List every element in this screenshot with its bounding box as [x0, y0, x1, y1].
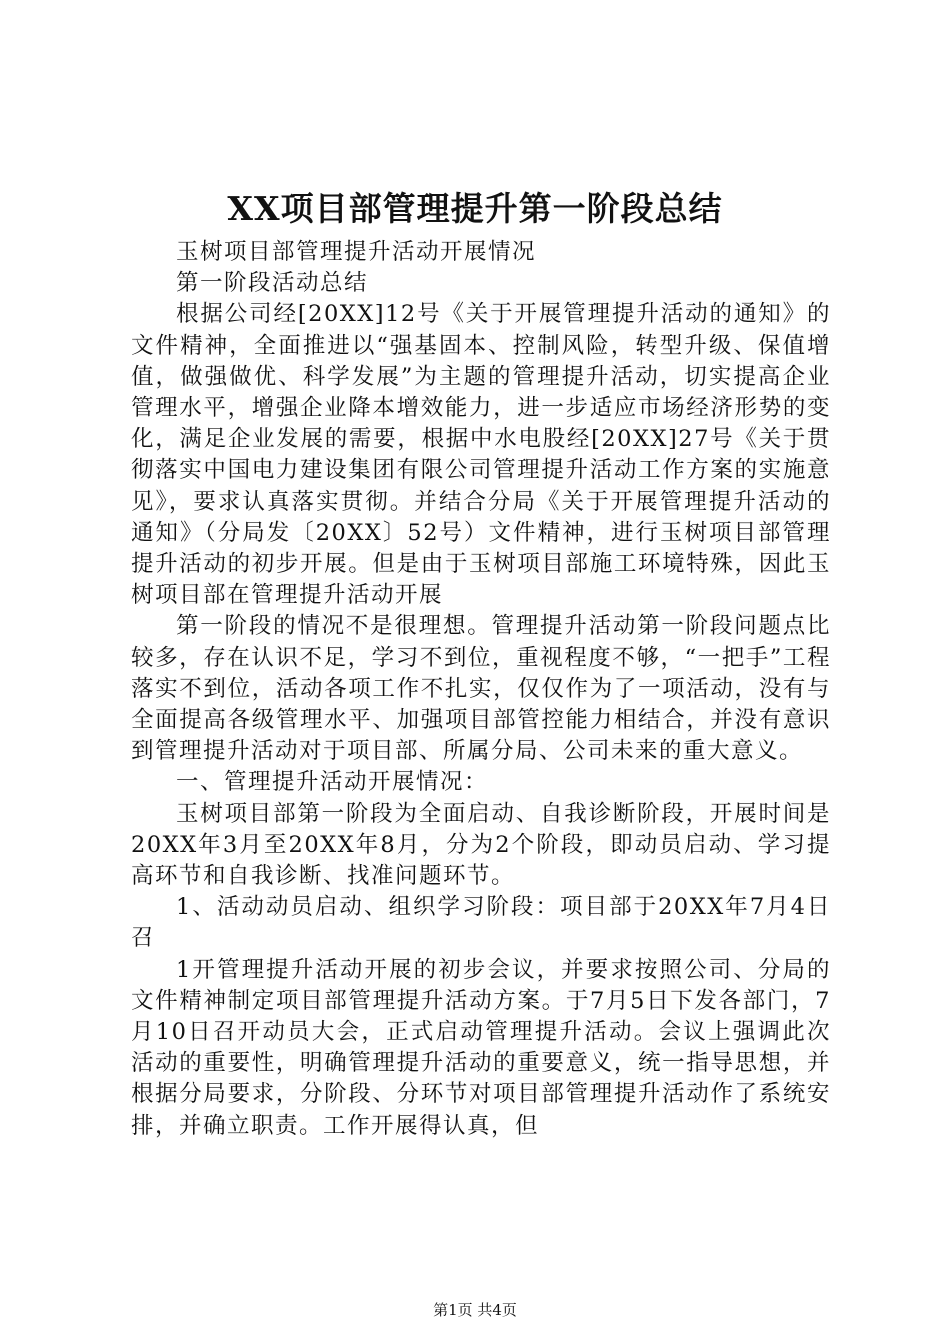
paragraph-intro: 根据公司经[20XX]12号《关于开展管理提升活动的通知》的文件精神，全面推进以“强基固本、控制风险，转型升级、保值增值，做强做优、科学发展”为主题的管理提升活动，切实提高企业管理水平，增强企业降本增效能力，进一步适应市场经济形势的变化，满足企业发展的需要，根据中水电股经[20XX]27号《关于贯彻落实中国电力建设集团有限公司管理提升活动工作方案的实施意见》，要求认真落实贯彻。并结合分局《关于开展管理提升活动的通知》（分局发〔20XX〕52号）文件精神，进行玉树项目部管理提升活动的初步开展。但是由于玉树项目部施工环境特殊，因此玉树项目部在管理提升活动开展: [131, 301, 831, 609]
paragraph-stage-situation: 第一阶段的情况不是很理想。管理提升活动第一阶段问题点比较多，存在认识不足，学习不到位，重视程度不够，“一把手”工程落实不到位，活动各项工作不扎实，仅仅作为了一项活动，没有与全面提高各级管理水平、加强项目部管控能力相结合，并没有意识到管理提升活动对于项目部、所属分局、公司未来的重大意义。: [131, 613, 831, 765]
paragraph-item-1-detail: 1开管理提升活动开展的初步会议，并要求按照公司、分局的文件精神制定项目部管理提升活动方案。于7月5日下发各部门，7月10日召开动员大会，正式启动管理提升活动。会议上强调此次活动的重要性，明确管理提升活动的重要意义，统一指导思想，并根据分局要求，分阶段、分环节对项目部管理提升活动作了系统安排，并确立职责。工作开展得认真，但: [131, 956, 831, 1139]
paragraph-subtitle: 玉树项目部管理提升活动开展情况: [176, 239, 537, 265]
page-number-footer: 第1页 共4页: [433, 1301, 517, 1319]
document-body: [131, 237, 831, 1142]
paragraph-stage-summary: 第一阶段活动总结: [176, 270, 369, 297]
paragraph-item-1: 1、活动动员启动、组织学习阶段：项目部于20XX年7月4日召: [131, 894, 831, 952]
paragraph-stage-description: 玉树项目部第一阶段为全面启动、自我诊断阶段，开展时间是20XX年3月至20XX年8月，分为2个阶段，即动员启动、学习提高环节和自我诊断、找准问题环节。: [131, 800, 831, 890]
document-title: XX项目部管理提升第一阶段总结: [227, 189, 723, 228]
section-heading-1: 一、管理提升活动开展情况：: [176, 769, 489, 796]
